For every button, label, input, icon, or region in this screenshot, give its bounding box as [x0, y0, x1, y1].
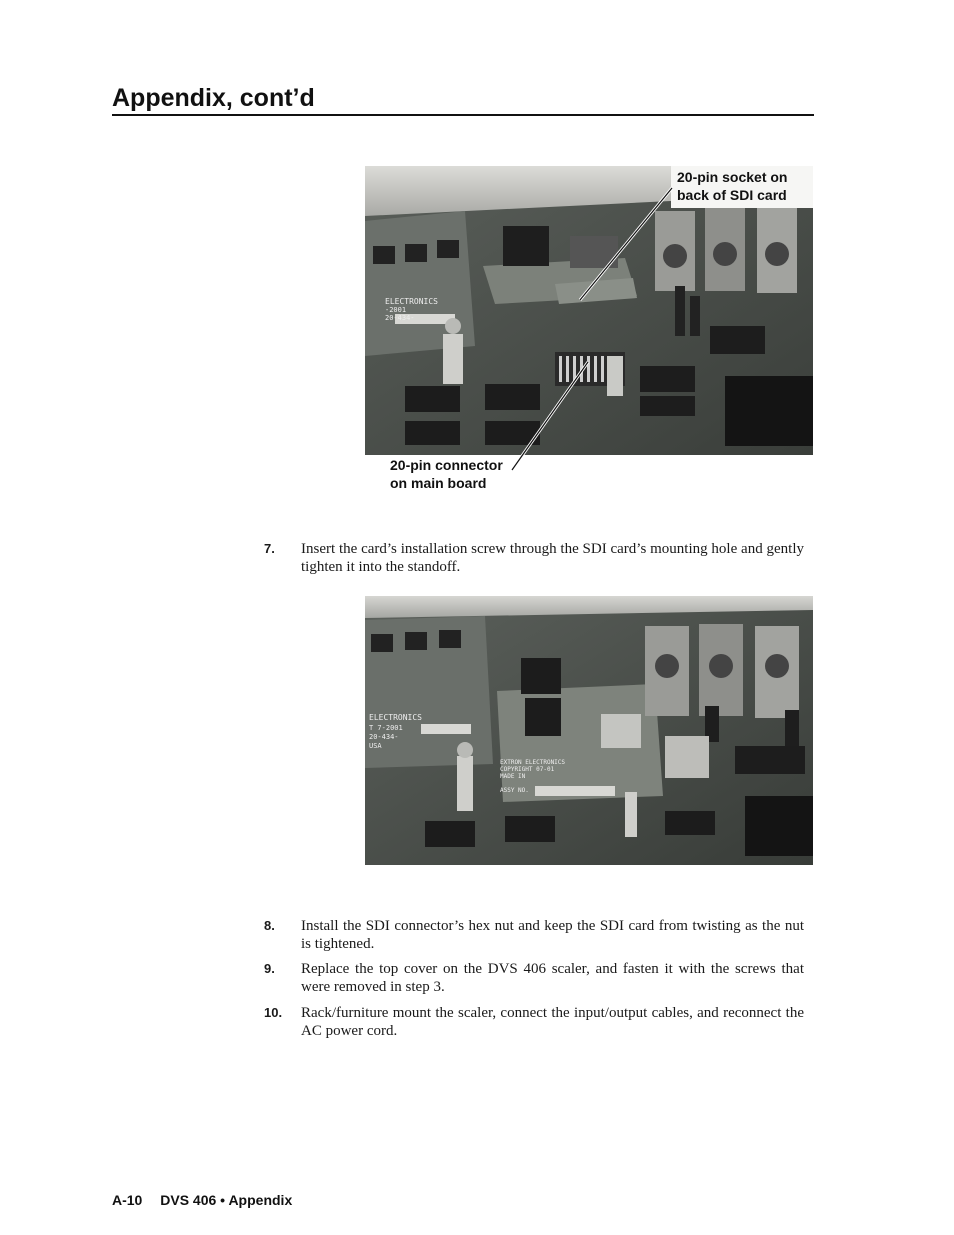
page-footer — [112, 1192, 292, 1208]
step-10 — [264, 1004, 804, 1040]
card-print-4: ASSY NO. — [500, 787, 529, 794]
step-8 — [264, 917, 804, 953]
callout-connector-line1: 20-pin connector — [390, 457, 503, 473]
board-print-3: 20-434- — [385, 314, 415, 322]
step-number: 8. — [264, 918, 275, 933]
callout-connector-label — [390, 456, 503, 492]
board-print-3: 20-434- — [369, 733, 399, 741]
page-heading: Appendix, cont’d — [112, 84, 315, 112]
step-number: 10. — [264, 1005, 283, 1020]
page-number: A-10 — [112, 1192, 143, 1208]
board-print-1: ELECTRONICS — [385, 297, 438, 306]
callout-socket-label — [677, 168, 787, 204]
photo-sdi-card-connectors — [365, 166, 813, 455]
card-print-3: MADE IN — [500, 773, 526, 780]
callout-socket-line2: back of SDI card — [677, 187, 787, 203]
heading-rule — [112, 114, 814, 116]
board-print-1: ELECTRONICS — [369, 713, 422, 722]
card-print-1: EXTRON ELECTRONICS — [500, 759, 566, 766]
step-text: Replace the top cover on the DVS 406 scaler, and fasten it with the screws that were removed in step 3. — [301, 961, 804, 995]
photo-sdi-card-installed — [365, 596, 813, 865]
callout-connector-line2: on main board — [390, 475, 487, 491]
step-number: 7. — [264, 541, 275, 556]
step-7 — [264, 540, 804, 576]
step-text: Insert the card’s installation screw through the SDI card’s mounting hole and gently tighten it into the standoff. — [301, 541, 804, 575]
step-number: 9. — [264, 961, 275, 976]
board-print-2: T 7-2001 — [369, 724, 403, 732]
callout-socket-line1: 20-pin socket on — [677, 169, 788, 185]
step-9 — [264, 960, 804, 996]
step-text: Install the SDI connector’s hex nut and keep the SDI card from twisting as the nut is tightened. — [301, 918, 804, 952]
board-print-2: -2001 — [385, 306, 407, 314]
document-name: DVS 406 • Appendix — [160, 1192, 293, 1208]
card-print-2: COPYRIGHT 07-01 — [500, 766, 555, 773]
board-print-4: USA — [369, 742, 382, 750]
step-text: Rack/furniture mount the scaler, connect the input/output cables, and reconnect the AC power cord. — [301, 1005, 804, 1039]
